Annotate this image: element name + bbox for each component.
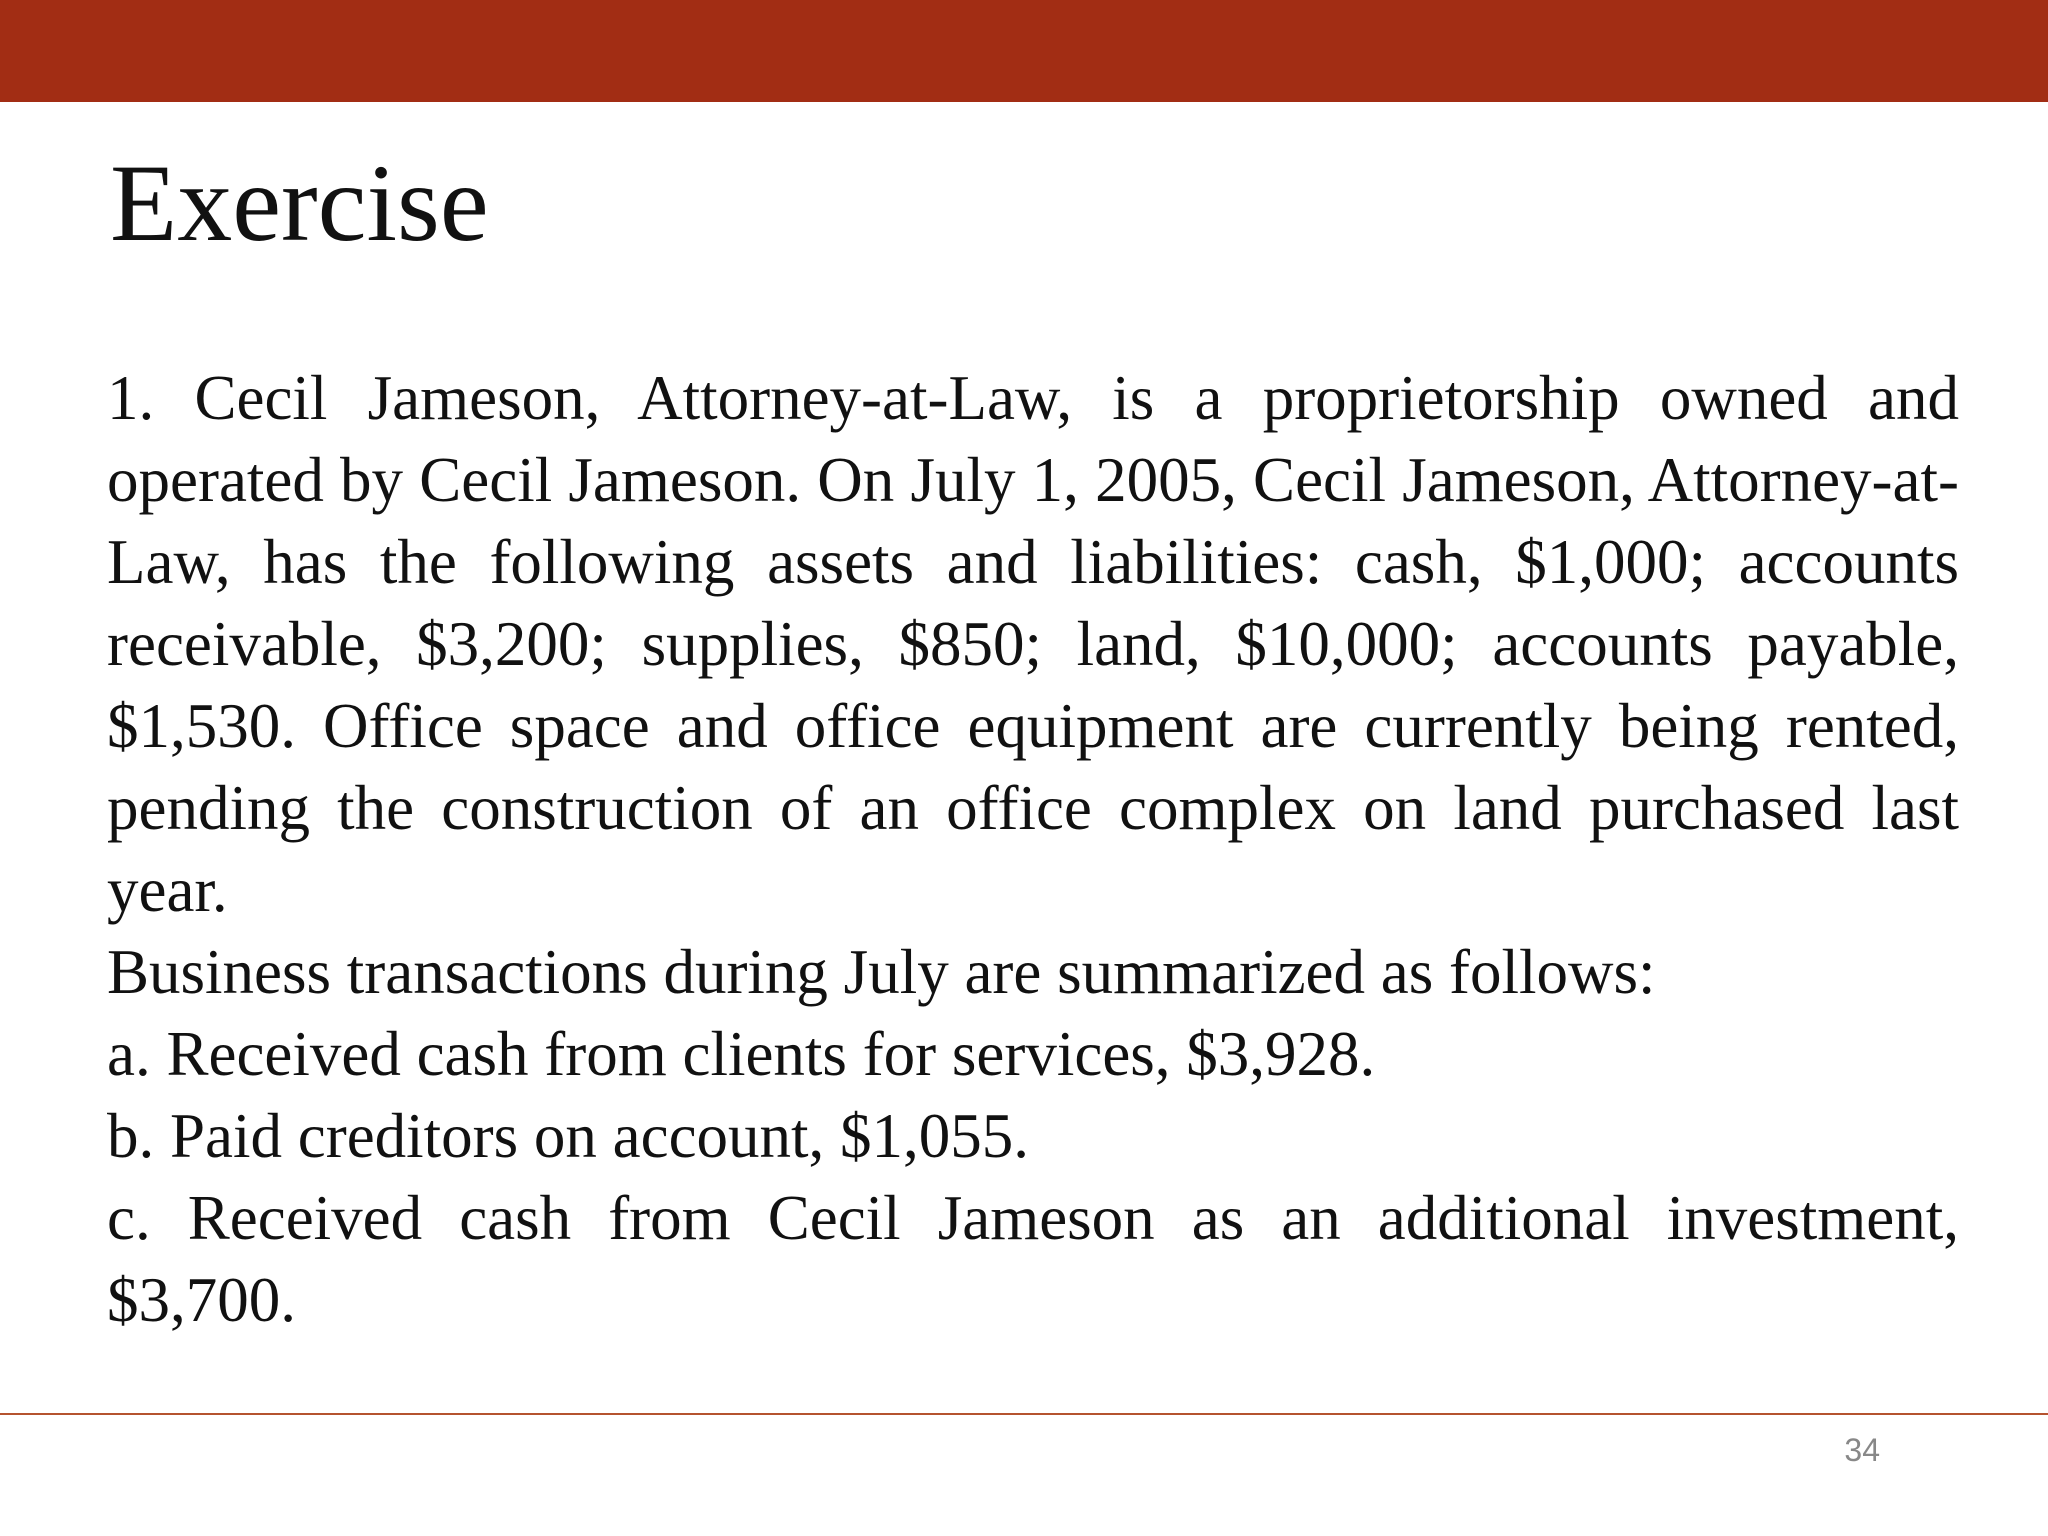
footer-divider — [0, 1413, 2048, 1415]
transaction-item-a: a. Received cash from clients for services, $3,928. — [107, 1019, 1376, 1089]
exercise-intro-paragraph: 1. Cecil Jameson, Attorney-at-Law, is a proprietorship owned and operated by Cecil Jameson. On July 1, 2005, Cecil Jameson, Attorney-at-Law, has the following assets and liabilities: cash, $1,000; accounts receivable, $3,200; supplies, $850; land, $10,000; accounts payable, $1,530. Office space and office equipment are currently being rented, pending the construction of an office complex on land purchased last year. — [107, 363, 1959, 925]
slide-body — [107, 357, 1959, 1341]
transaction-item-b: b. Paid creditors on account, $1,055. — [107, 1101, 1030, 1171]
slide-title: Exercise — [110, 142, 489, 264]
transaction-item-c: c. Received cash from Cecil Jameson as an additional investment, $3,700. — [107, 1183, 1959, 1335]
top-accent-bar — [0, 0, 2048, 102]
page-number: 34 — [1844, 1432, 1880, 1468]
transactions-heading: Business transactions during July are summarized as follows: — [107, 937, 1656, 1007]
